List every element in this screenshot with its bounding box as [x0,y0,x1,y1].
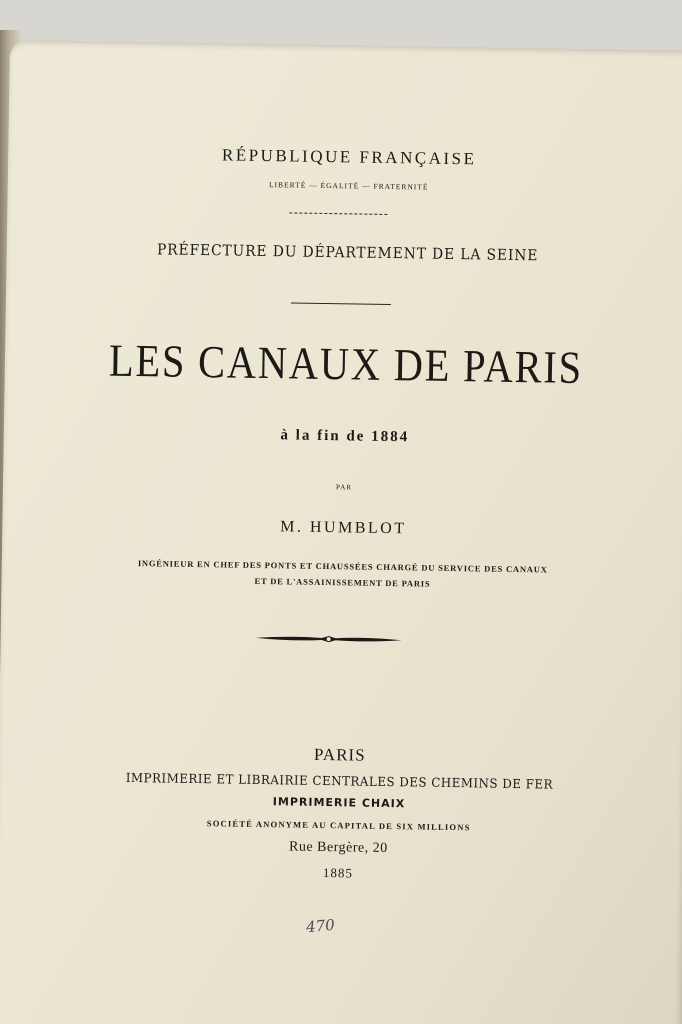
imprint-printer-name: IMPRIMERIE CHAIX [272,795,406,811]
imprint-year: 1885 [322,865,354,881]
imprint-city: PARIS [313,744,366,765]
author-role-line-1: INGÉNIEUR EN CHEF DES PONTS ET CHAUSSÉES CHARGÉ DU SERVICE DES CANAUX [137,558,548,575]
prefecture-heading: PRÉFECTURE DU DÉPARTEMENT DE LA SEINE [156,240,539,265]
by-label: PAR [335,483,353,492]
book-subtitle: à la fin de 1884 [280,427,410,446]
divider-rule [291,302,391,305]
ornament-rule-icon [256,632,402,646]
book-title: LES CANAUX DE PARIS [108,334,584,394]
republic-heading: RÉPUBLIQUE FRANÇAISE [221,145,477,169]
divider-rule [289,212,387,215]
title-page [0,40,682,1024]
imprint-printer: IMPRIMERIE ET LIBRAIRIE CENTRALES DES CHEMINS DE FER [125,769,554,792]
national-motto: LIBERTÉ — ÉGALITÉ — FRATERNITÉ [268,180,429,192]
imprint-address: Rue Bergère, 20 [288,839,388,857]
author-role-line-2: ET DE L'ASSAINISSEMENT DE PARIS [254,575,431,589]
author-name: M. HUMBLOT [280,518,407,538]
imprint-company: SOCIÉTÉ ANONYME AU CAPITAL DE SIX MILLIONS [206,818,471,833]
handwritten-note: 470 [305,915,336,937]
